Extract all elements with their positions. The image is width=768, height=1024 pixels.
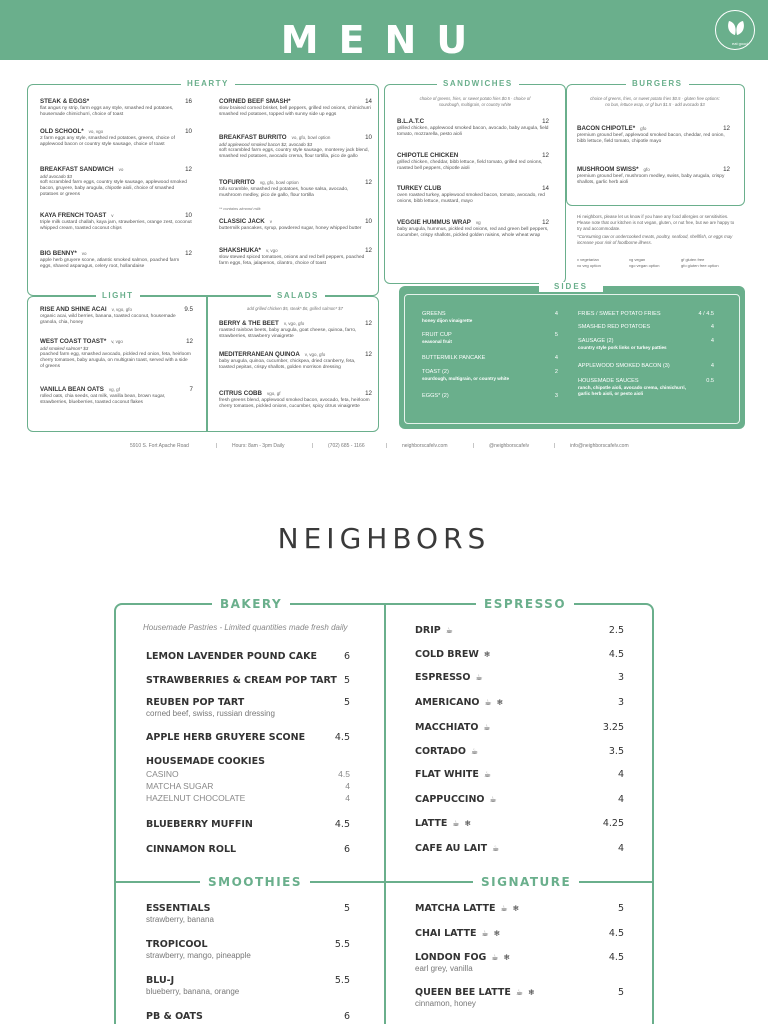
item-name: CINNAMON ROLL: [146, 844, 237, 855]
item-price: 3: [617, 672, 624, 683]
menu-item: [40, 386, 193, 406]
section-title-salads: SALADS: [271, 291, 325, 301]
menu-item: [146, 674, 350, 687]
legend-entry: vg vegan: [629, 257, 646, 262]
cookie-price: 4: [345, 781, 350, 791]
menu-item: [219, 179, 372, 199]
menu-item: [415, 696, 624, 709]
item-tags: gfo: [640, 126, 647, 131]
menu-item: [219, 98, 372, 118]
side-name: GREENS: [422, 311, 446, 317]
item-description: corned beef, swiss, russian dressing: [146, 709, 275, 718]
item-description: apple herb gruyere scone, atlantic smoked salmon, poached farm eggs, shaved asparagus, celery root, hollandaise: [40, 258, 180, 270]
menu-item: [146, 650, 350, 663]
cookie-variety: [146, 792, 350, 804]
item-name: LATTE ☕ ❄: [415, 818, 472, 829]
item-name: BREAKFAST BURRITO vo, gfo, bowl option: [219, 134, 331, 141]
item-description: poached farm egg, smashed avocado, pickled red onion, feta, heirloom cherry tomatoes, baby arugula, on multigrain toast, served with a side of greens: [40, 352, 191, 370]
item-price: 16: [185, 98, 192, 105]
item-addon: add avocado $3: [40, 174, 73, 179]
side-name: FRIES / SWEET POTATO FRIES: [578, 311, 661, 317]
item-price: 12: [185, 166, 192, 173]
item-price: 5: [343, 697, 350, 708]
item-name: KAYA FRENCH TOAST v: [40, 212, 114, 219]
item-price: 10: [185, 128, 192, 135]
item-price: 4.5: [608, 952, 624, 963]
item-description: rolled oats, chia seeds, oat milk, vanilla bean, brown sugar, strawberries, blueberries, toasted coconut flakes: [40, 394, 166, 406]
menu-item: [40, 128, 192, 148]
item-name: BLU-J: [146, 975, 175, 986]
side-name: HOUSEMADE SAUCES: [578, 378, 639, 384]
snowflake-icon: ❄: [496, 698, 504, 707]
menu-item: [397, 152, 549, 172]
menu-item: [397, 219, 549, 239]
item-name: APPLE HERB GRUYERE SCONE: [146, 732, 306, 743]
logo-text: eat good: [732, 41, 748, 46]
item-name: BIG BENNY* vo: [40, 250, 87, 257]
cookie-name: HAZELNUT CHOCOLATE: [146, 793, 246, 803]
item-description: baby arugula, hummus, pickled red onions, red and green bell peppers, cucumber, crispy shallots, pickled golden raisins, whole wheat wrap: [397, 227, 549, 239]
menu-item: [146, 696, 350, 719]
burgers-note: choice of greens, fries, or sweet potato fries $0.5 · gluten free options: no bun, lettuce wrap, or gf bun $1.5 · add avocado $3: [590, 96, 720, 107]
item-name: MACCHIATO ☕: [415, 722, 491, 733]
item-tags: v: [111, 213, 114, 218]
cookie-price: 4: [345, 793, 350, 803]
item-description: grilled chicken, applewood smoked bacon, avocado, baby arugula, field tomato, mozzarella, pesto aioli: [397, 126, 549, 138]
item-price: 12: [365, 179, 372, 186]
menu-item: [415, 648, 624, 661]
item-name: B.L.A.T.C: [397, 118, 425, 125]
section-title-signature: SIGNATURE: [473, 875, 579, 889]
section-title-smoothies: SMOOTHIES: [200, 875, 310, 889]
item-name: VANILLA BEAN OATS vg, gf: [40, 386, 120, 393]
menu-item: [40, 306, 193, 326]
side-name: EGGS* (2): [422, 393, 449, 399]
menu-item: [40, 338, 193, 371]
item-name: REUBEN POP TART: [146, 697, 245, 708]
item-price: 5.5: [334, 975, 350, 986]
menu-item: [219, 247, 372, 267]
cup-icon: ☕: [452, 819, 460, 828]
menu-item: [146, 938, 350, 961]
item-addon: add applewood smoked bacon $2, avocado $3: [219, 142, 313, 147]
side-price: 0.5: [706, 378, 714, 384]
side-name: SMASHED RED POTATOES: [578, 324, 651, 330]
footer-separator: |: [554, 443, 556, 449]
item-price: 3.5: [608, 746, 624, 757]
hearty-extra-note: ** contains almond milk: [219, 206, 261, 211]
sandwiches-box: [384, 84, 566, 284]
side-price: 4: [710, 324, 714, 330]
item-price: 12: [723, 166, 730, 173]
section-title-light: LIGHT: [96, 291, 140, 301]
item-name: FLAT WHITE ☕: [415, 769, 492, 780]
brand-title: NEIGHBORS: [277, 522, 491, 555]
footer-info: @neighborscafelv: [489, 443, 530, 449]
side-description: seasonal fruit: [422, 339, 452, 344]
item-name: CLASSIC JACK v: [219, 218, 272, 225]
item-price: 4: [617, 794, 624, 805]
item-name: COLD BREW ❄: [415, 649, 491, 660]
item-description: slow stewed spiced tomatoes, onions and red bell peppers, poached farm eggs, feta, jalapenos, cilantro, choice of toast: [219, 255, 365, 267]
item-price: 4.25: [602, 818, 624, 829]
side-item: [578, 362, 714, 370]
item-tags: vg, gf: [108, 387, 120, 392]
menu-item: [146, 755, 350, 804]
side-price: 2: [554, 369, 558, 375]
cup-icon: ☕: [492, 844, 500, 853]
item-name: HOUSEMADE COOKIES: [146, 756, 265, 767]
side-item: [578, 337, 714, 351]
item-name: STEAK & EGGS*: [40, 98, 90, 105]
menu-item: [577, 125, 730, 145]
item-price: 12: [542, 118, 549, 125]
section-title-burgers: BURGERS: [626, 79, 689, 89]
leaf-icon: [715, 10, 755, 50]
item-price: 10: [365, 218, 372, 225]
menu-item: [415, 624, 624, 637]
item-name: CORTADO ☕: [415, 746, 479, 757]
item-description: cinnamon, honey: [415, 999, 476, 1008]
item-name: TOFURRITO vg, gfo, bowl option: [219, 179, 299, 186]
legend-entry: v vegetarian: [577, 257, 599, 262]
menu-item: [219, 218, 372, 232]
menu-item: [415, 671, 624, 684]
item-tags: vg: [475, 220, 481, 225]
cup-icon: ☕: [484, 698, 492, 707]
menu-item: [219, 351, 372, 371]
item-addon: add smoked salmon* $3: [40, 346, 89, 351]
cup-icon: ☕: [475, 673, 483, 682]
item-price: 4.5: [334, 819, 350, 830]
snowflake-icon: ❄: [493, 929, 501, 938]
item-price: 12: [365, 351, 372, 358]
menu-item: [40, 166, 192, 199]
item-price: 3: [617, 697, 624, 708]
side-item: [422, 310, 558, 324]
item-name: WEST COAST TOAST* v, vgo: [40, 338, 123, 345]
item-price: 12: [365, 320, 372, 327]
item-description: soft scrambled farm eggs, country style sausage, monterey jack blend, smashed red potatoes, avocado crema, flour tortilla, pico de gallo: [219, 148, 369, 160]
item-name: LEMON LAVENDER POUND CAKE: [146, 651, 317, 662]
footer-info: Hours: 8am - 3pm Daily: [232, 443, 285, 449]
cookie-price: 4.5: [338, 769, 350, 779]
cup-icon: ☕: [483, 770, 492, 779]
legend-entry: gfo gluten free option: [681, 263, 719, 268]
item-name: MEDITERRANEAN QUINOA v, vgo, gfo: [219, 351, 326, 358]
menu-title: MENU: [280, 18, 488, 62]
item-price: 5: [617, 987, 624, 998]
cookie-variety: [146, 768, 350, 780]
item-name: TURKEY CLUB: [397, 185, 442, 192]
menu-item: [415, 817, 624, 830]
item-description: buttermilk pancakes, syrup, powdered sugar, honey whipped butter: [219, 226, 362, 231]
item-price: 4.5: [608, 928, 624, 939]
menu-item: [219, 134, 372, 160]
item-name: CORNED BEEF SMASH*: [219, 98, 291, 105]
menu-item: [415, 745, 624, 758]
item-price: 5.5: [334, 939, 350, 950]
item-price: 5: [617, 903, 624, 914]
item-tags: vo: [81, 251, 87, 256]
menu-item: [415, 927, 624, 940]
side-name: APPLEWOOD SMOKED BACON (3): [578, 363, 670, 369]
menu-item: [415, 793, 624, 806]
menu-item: [415, 842, 624, 855]
item-price: 10: [185, 212, 192, 219]
item-name: CHIPOTLE CHICKEN: [397, 152, 459, 159]
side-price: 3: [554, 393, 558, 399]
contact-footer: [0, 443, 768, 453]
cup-icon: ☕: [500, 904, 508, 913]
menu-item: [146, 974, 350, 997]
side-item: [578, 310, 714, 318]
menu-item: [397, 185, 549, 205]
item-name: CHAI LATTE ☕ ❄: [415, 928, 501, 939]
menu-item: [146, 818, 350, 831]
menu-item: [146, 843, 350, 856]
legend-entry: vo veg option: [577, 263, 601, 268]
side-description: garlic herb aioli, or pesto aioli: [578, 391, 644, 396]
menu-item: [415, 902, 624, 915]
menu-item: [415, 951, 624, 974]
menu-item: [146, 902, 350, 925]
item-description: blueberry, banana, orange: [146, 987, 240, 996]
item-price: 4: [617, 769, 624, 780]
menu-item: [577, 166, 730, 186]
item-description: roasted rainbow beets, baby arugula, goat cheese, quinoa, farro, strawberries, strawberry vinaigrette: [219, 328, 357, 340]
item-tags: vo, gfo, bowl option: [291, 135, 331, 140]
footer-info: 5910 S. Fort Apache Road: [130, 443, 189, 449]
side-price: 5: [554, 332, 558, 338]
light-salads-divider: [206, 296, 208, 432]
item-description: soft scrambled farm eggs, country style sausage, applewood smoked bacon, gruyere, baby arugula, chipotle aioli, choice of smashed potatoes or greens: [40, 180, 187, 198]
cookie-variety: [146, 780, 350, 792]
footer-info: neighborscafelv.com: [402, 443, 448, 449]
footer-separator: |: [216, 443, 218, 449]
menu-item: [219, 390, 372, 410]
item-description: premium ground beef, applewood smoked bacon, cheddar, red onion, bibb lettuce, field tomato, chipotle mayo: [577, 133, 725, 145]
side-name: SAUSAGE (2): [578, 338, 614, 344]
snowflake-icon: ❄: [483, 650, 491, 659]
item-tags: vo: [118, 167, 124, 172]
menu-item: [40, 212, 192, 232]
side-description: ranch, chipotle aioli, avocado crema, chimichurri,: [578, 385, 686, 390]
side-item: [578, 377, 714, 397]
item-price: 12: [185, 250, 192, 257]
allergy-warning: *Consuming raw or undercooked meats, poultry, seafood, shellfish, or eggs may increase your risk of foodborne illness.: [577, 234, 733, 245]
sides-box: [399, 282, 745, 429]
cup-icon: ☕: [491, 953, 499, 962]
item-name: VEGGIE HUMMUS WRAP vg: [397, 219, 481, 226]
item-price: 4.5: [608, 649, 624, 660]
item-name: QUEEN BEE LATTE ☕ ❄: [415, 987, 535, 998]
footer-separator: |: [312, 443, 314, 449]
footer-separator: |: [386, 443, 388, 449]
item-description: oven roasted turkey, applewood smoked bacon, tomato, avocado, red onions, bibb lettuce, mustard, mayo: [397, 193, 545, 205]
side-price: 4: [710, 363, 714, 369]
side-description: country style pork links or turkey patties: [578, 345, 667, 350]
item-tags: vg, gfo, bowl option: [259, 180, 299, 185]
cup-icon: ☕: [481, 929, 489, 938]
item-name: TROPICOOL: [146, 939, 208, 950]
menu-item: [146, 1010, 350, 1023]
side-item: [422, 392, 558, 400]
snowflake-icon: ❄: [528, 988, 535, 997]
side-item: [422, 331, 558, 345]
item-name: OLD SCHOOL* vo, vgo: [40, 128, 104, 135]
item-description: 2 farm eggs any style, smashed red potatoes, greens, choice of applewood bacon or country style sausage, choice of toast: [40, 136, 175, 148]
cookie-name: CASINO: [146, 769, 179, 779]
side-item: [422, 354, 558, 362]
item-name: PB & OATS: [146, 1011, 203, 1022]
snowflake-icon: ❄: [503, 953, 511, 962]
item-price: 12: [186, 338, 193, 345]
item-description: premium ground beef, mushroom medley, swiss, baby arugula, crispy shallots, garlic herb aioli: [577, 174, 725, 186]
section-title-bakery: BAKERY: [212, 597, 290, 611]
menu-item: [415, 986, 624, 1009]
item-price: 5: [343, 903, 350, 914]
item-price: 12: [723, 125, 730, 132]
item-name: DRIP ☕: [415, 625, 453, 636]
cup-icon: ☕: [445, 626, 453, 635]
item-description: triple milk custard challah, kaya jam, strawberries, orange zest, coconut whipped cream, toasted coconut chips: [40, 220, 192, 232]
item-tags: vgo, gf: [266, 391, 281, 396]
item-name: BACON CHIPOTLE* gfo: [577, 125, 647, 132]
side-price: 4 / 4.5: [698, 311, 714, 317]
item-tags: v, vgo, gfo: [304, 352, 326, 357]
item-name: ESPRESSO ☕: [415, 672, 483, 683]
menu-item: [397, 118, 549, 138]
snowflake-icon: ❄: [512, 904, 520, 913]
item-price: 10: [365, 134, 372, 141]
item-description: strawberry, banana: [146, 915, 214, 924]
item-name: CAPPUCCINO ☕: [415, 794, 497, 805]
item-tags: vo, vgo: [88, 129, 104, 134]
item-name: SHAKSHUKA* v, vgo: [219, 247, 278, 254]
side-name: TOAST (2): [422, 369, 449, 375]
cup-icon: ☕: [471, 747, 479, 756]
item-description: baby arugula, quinoa, cucumber, chickpea, dried cranberry, feta, toasted pepitas, crispy shallots, golden morrison dressing: [219, 359, 356, 371]
menu-item: [219, 320, 372, 340]
item-price: 4.5: [334, 732, 350, 743]
cafe-menu-vertical-divider: [384, 603, 386, 1024]
item-name: LONDON FOG ☕ ❄: [415, 952, 511, 963]
item-name: AMERICANO ☕ ❄: [415, 697, 504, 708]
item-price: 4: [617, 843, 624, 854]
cup-icon: ☕: [515, 988, 524, 997]
item-name: BREAKFAST SANDWICH vo: [40, 166, 124, 173]
item-tags: v, vgo, gfo: [111, 307, 133, 312]
item-name: CAFE AU LAIT ☕: [415, 843, 500, 854]
legend-entry: vgo vegan option: [629, 263, 660, 268]
salads-note: add grilled chicken $5, steak* $6, grilled salmon* $7: [247, 306, 343, 311]
side-description: honey dijon vinaigrette: [422, 318, 473, 323]
item-name: BERRY & THE BEET v, vgo, gfo: [219, 320, 305, 327]
side-price: 4: [554, 311, 558, 317]
footer-info: info@neighborscafelv.com: [570, 443, 629, 449]
item-price: 6: [343, 1011, 350, 1022]
item-description: flat angus ny strip, farm eggs any style, smashed red potatoes, housemade chimichurri, choice of toast: [40, 106, 174, 118]
allergy-notice: [577, 214, 737, 246]
item-tags: v: [269, 219, 272, 224]
item-name: RISE AND SHINE ACAI v, vgo, gfo: [40, 306, 133, 313]
item-name: MATCHA LATTE ☕ ❄: [415, 903, 520, 914]
item-description: grilled chicken, cheddar, bibb lettuce, field tomato, grilled red onions, roasted bell peppers, chipotle aioli: [397, 160, 543, 172]
item-name: BLUEBERRY MUFFIN: [146, 819, 253, 830]
side-price: 4: [554, 355, 558, 361]
item-price: 12: [365, 247, 372, 254]
item-name: STRAWBERRIES & CREAM POP TART: [146, 675, 337, 686]
item-description: fresh greens blend, applewood smoked bacon, avocado, feta, heirloom cherry tomatoes, pickled onions, cucumber, spicy citrus vinaigrette: [219, 398, 370, 410]
cup-icon: ☕: [489, 795, 497, 804]
snowflake-icon: ❄: [464, 819, 472, 828]
item-price: 3.25: [602, 722, 624, 733]
side-name: BUTTERMILK PANCAKE: [422, 355, 486, 361]
item-tags: v, vgo, gfo: [283, 321, 305, 326]
item-price: 12: [542, 152, 549, 159]
section-title-sides: SIDES: [539, 282, 603, 292]
item-description: strawberry, mango, pineapple: [146, 951, 251, 960]
item-description: organic acai, wild berries, banana, toasted coconut, housemade granola, chia, honey: [40, 314, 176, 326]
section-title-espresso: ESPRESSO: [476, 597, 574, 611]
item-tags: v, vgo: [111, 339, 123, 344]
item-price: 14: [542, 185, 549, 192]
menu-item: [415, 721, 624, 734]
allergy-text: Hi neighbors, please let us know if you have any food allergies or sensitivities. Please note that our kitchen is not vegan, gluten, or nut free, but we are happy to try and accommodate.: [577, 214, 735, 231]
cookie-name: MATCHA SUGAR: [146, 781, 214, 791]
side-name: FRUIT CUP: [422, 332, 452, 338]
item-price: 7: [189, 386, 193, 393]
item-price: 2.5: [608, 625, 624, 636]
item-price: 12: [542, 219, 549, 226]
item-name: CITRUS COBB vgo, gf: [219, 390, 281, 397]
menu-item: [40, 250, 192, 270]
section-title-hearty: HEARTY: [181, 79, 235, 89]
bakery-note: Housemade Pastries - Limited quantities made fresh daily: [143, 623, 348, 632]
item-price: 14: [365, 98, 372, 105]
item-name: MUSHROOM SWISS* gfo: [577, 166, 650, 173]
cup-icon: ☕: [483, 723, 491, 732]
side-item: [578, 323, 714, 331]
side-price: 4: [710, 338, 714, 344]
menu-item: [415, 768, 624, 781]
item-tags: gfo: [643, 167, 650, 172]
menu-item: [146, 731, 350, 744]
item-price: 9.5: [184, 306, 193, 313]
item-description: tofu scramble, smashed red potatoes, house salsa, avocado, mushroom medley, pico de gallo, flour tortilla: [219, 187, 349, 199]
sandwiches-note: choice of greens, fries, or sweet potato fries $0.5 · choice of sourdough, multigrain, or country white: [419, 96, 531, 107]
item-description: slow braised corned brisket, bell peppers, grilled red onions, chimichurri smashed red potatoes, topped with sunny side up eggs: [219, 106, 371, 118]
side-description: sourdough, multigrain, or country white: [422, 376, 510, 381]
item-price: 12: [365, 390, 372, 397]
item-price: 6: [343, 844, 350, 855]
legend-entry: gf gluten free: [681, 257, 705, 262]
item-tags: v, vgo: [265, 248, 278, 253]
footer-info: (702) 685 - 1166: [328, 443, 365, 449]
item-price: 6: [343, 651, 350, 662]
item-name: ESSENTIALS: [146, 903, 211, 914]
menu-header: [0, 0, 768, 60]
item-price: 5: [343, 675, 350, 686]
item-description: earl grey, vanilla: [415, 964, 473, 973]
menu-item: [40, 98, 192, 118]
section-title-sandwiches: SANDWICHES: [437, 79, 519, 89]
side-item: [422, 368, 558, 382]
footer-separator: |: [473, 443, 475, 449]
